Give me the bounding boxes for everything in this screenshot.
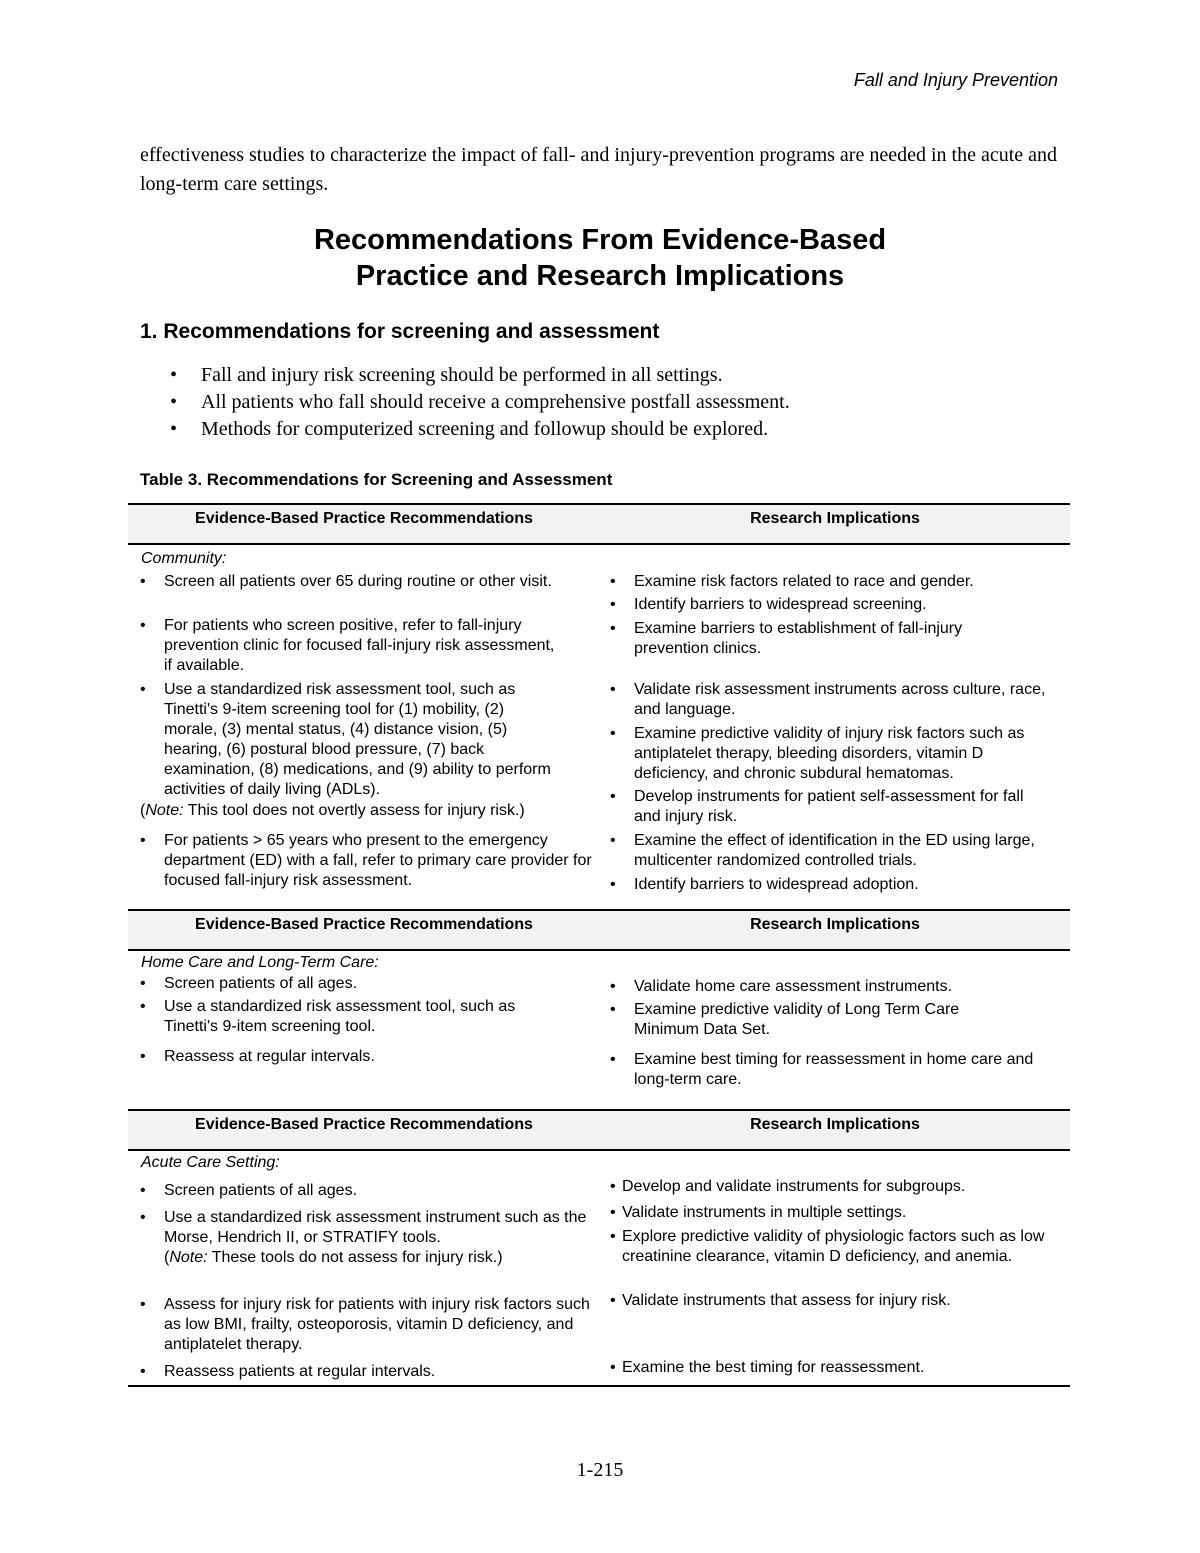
list-item-text: Screen all patients over 65 during routine or other visit. xyxy=(164,573,552,590)
list-item xyxy=(140,1295,590,1355)
recommendations-cell xyxy=(128,951,608,1111)
bullet-icon: • xyxy=(610,832,616,849)
list-item xyxy=(610,787,1050,827)
bullet-icon: • xyxy=(610,978,616,995)
list-item-text: Examine the effect of identification in the ED using large, multicenter randomized controlled trials. xyxy=(634,832,1035,869)
note-label: Note: xyxy=(169,1249,208,1266)
setting-label: Community: xyxy=(141,550,227,567)
column-header-research: Research Implications xyxy=(750,1116,920,1133)
bullet-icon: • xyxy=(610,1178,616,1195)
title-line-1: Recommendations From Evidence-Based xyxy=(313,224,887,256)
list-item xyxy=(610,724,1050,784)
table-section-home-care xyxy=(128,909,1070,1111)
recommendations-cell xyxy=(128,545,608,911)
bullet-icon: • xyxy=(140,617,146,634)
list-item-text: Assess for injury risk for patients with injury risk factors such as low BMI, frailty, osteoporosis, vitamin D deficiency, and antiplatelet therapy. xyxy=(164,1296,590,1353)
bullet-icon: • xyxy=(610,573,616,590)
column-header-research: Research Implications xyxy=(750,916,920,933)
list-item-text: All patients who fall should receive a comprehensive postfall assessment. xyxy=(201,391,790,413)
note-text xyxy=(140,801,600,821)
list-item xyxy=(140,680,558,800)
list-item-text: Fall and injury risk screening should be performed in all settings. xyxy=(201,364,723,386)
list-item-text: Use a standardized risk assessment tool, such as Tinetti's 9-item screening tool. xyxy=(164,998,516,1035)
setting-label: Acute Care Setting: xyxy=(141,1154,280,1171)
bullet-icon: • xyxy=(140,1363,146,1380)
note-body: This tool does not overtly assess for injury risk.) xyxy=(183,802,525,819)
bullet-icon: • xyxy=(170,364,178,386)
list-item-text: Explore predictive validity of physiologic factors such as low creatinine clearance, vitamin D deficiency, and anemia. xyxy=(622,1228,1045,1265)
list-item xyxy=(140,1362,590,1382)
bullet-icon: • xyxy=(610,1228,616,1245)
table-caption: Table 3. Recommendations for Screening and Assessment xyxy=(140,470,613,489)
list-item xyxy=(610,1050,1050,1090)
list-item xyxy=(610,680,1050,720)
list-item xyxy=(140,1047,580,1067)
list-item xyxy=(610,831,1050,871)
list-item-text: Validate instruments in multiple settings. xyxy=(622,1204,907,1221)
list-item-text: Reassess at regular intervals. xyxy=(164,1048,375,1065)
list-item xyxy=(610,572,1040,592)
list-item-text: Examine best timing for reassessment in home care and long-term care. xyxy=(634,1051,1034,1088)
list-item xyxy=(610,1358,1068,1378)
list-item xyxy=(140,974,580,994)
bullet-icon: • xyxy=(140,975,146,992)
section-heading: 1. Recommendations for screening and assessment xyxy=(140,320,660,343)
list-item-text: Develop and validate instruments for subgroups. xyxy=(622,1178,966,1195)
list-item-text: Use a standardized risk assessment tool, such as Tinetti's 9-item screening tool for (1) mobility, (2) morale, (3) mental status, (4) distance vision, (5) hearing, (6) postural blood pressure, (7) back examination, (8) medications, and (9) ability to perform activities of daily living (ADLs). xyxy=(164,681,551,798)
page-number: 1-215 xyxy=(576,1459,624,1481)
column-header-research: Research Implications xyxy=(750,510,920,527)
column-header-recommendations: Evidence-Based Practice Recommendations xyxy=(195,510,533,527)
list-item-text: Screen patients of all ages. xyxy=(164,1182,358,1199)
list-item xyxy=(140,1208,590,1248)
bullet-icon: • xyxy=(610,1051,616,1068)
recommendations-cell xyxy=(128,1151,608,1385)
list-item xyxy=(610,1227,1068,1267)
list-item-text: For patients > 65 years who present to the emergency department (ED) with a fall, refer to primary care provider for focused fall-injury risk assessment. xyxy=(164,832,592,889)
intro-paragraph: effectiveness studies to characterize the impact of fall- and injury-prevention programs are needed in the acute and long-term care settings. xyxy=(140,144,1058,195)
list-item xyxy=(610,875,1050,895)
setting-label: Home Care and Long-Term Care: xyxy=(141,954,379,971)
list-item-text: Validate instruments that assess for injury risk. xyxy=(622,1292,951,1309)
list-item xyxy=(140,416,1070,443)
bullet-icon: • xyxy=(610,620,616,637)
table-section-community xyxy=(128,503,1070,911)
note-body: These tools do not assess for injury risk.) xyxy=(207,1249,503,1266)
list-item-text: Develop instruments for patient self-assessment for fall and injury risk. xyxy=(634,788,1024,825)
note-label: Note: xyxy=(145,802,184,819)
list-item xyxy=(610,1291,1068,1311)
note-text xyxy=(164,1248,594,1268)
table-header-row xyxy=(128,1109,1070,1151)
list-item-text: Examine the best timing for reassessment. xyxy=(622,1359,925,1376)
list-item-text: Examine predictive validity of injury risk factors such as antiplatelet therapy, bleeding disorders, vitamin D deficiency, and chronic subdural hematomas. xyxy=(634,725,1025,782)
bullet-icon: • xyxy=(610,1359,616,1376)
table-header-row xyxy=(128,503,1070,545)
bullet-icon: • xyxy=(140,832,146,849)
list-item-text: Identify barriers to widespread screening. xyxy=(634,596,927,613)
list-item xyxy=(140,616,560,676)
research-cell xyxy=(608,545,1070,911)
list-item-text: Examine barriers to establishment of fall-injury prevention clinics. xyxy=(634,620,963,657)
bullet-icon: • xyxy=(610,1001,616,1018)
bullet-icon: • xyxy=(610,788,616,805)
bullet-icon: • xyxy=(140,1182,146,1199)
note-paren: ( xyxy=(140,802,146,819)
list-item-text: Examine risk factors related to race and gender. xyxy=(634,573,974,590)
list-item xyxy=(140,389,1070,416)
list-item-text: Identify barriers to widespread adoption. xyxy=(634,876,919,893)
list-item-text: Validate risk assessment instruments across culture, race, and language. xyxy=(634,681,1046,718)
bullet-icon: • xyxy=(610,1204,616,1221)
list-item xyxy=(610,1203,1068,1223)
list-item xyxy=(140,1181,590,1201)
bullet-icon: • xyxy=(140,573,146,590)
table-row xyxy=(128,951,1070,1111)
list-item xyxy=(610,1000,1020,1040)
list-item xyxy=(140,831,602,891)
table-section-acute-care xyxy=(128,1109,1070,1387)
list-item xyxy=(140,572,600,592)
list-item-text: Validate home care assessment instruments. xyxy=(634,978,953,995)
running-head: Fall and Injury Prevention xyxy=(853,70,1058,90)
list-item-text: Examine predictive validity of Long Term Care Minimum Data Set. xyxy=(634,1001,960,1038)
bullet-icon: • xyxy=(140,681,146,698)
list-item-text: Methods for computerized screening and followup should be explored. xyxy=(201,418,769,440)
bullet-icon: • xyxy=(170,391,178,413)
bullet-icon: • xyxy=(610,725,616,742)
summary-bullet-list xyxy=(140,362,1070,443)
table-row xyxy=(128,1151,1070,1387)
bullet-icon: • xyxy=(610,1292,616,1309)
research-cell xyxy=(608,951,1070,1111)
bullet-icon: • xyxy=(140,1048,146,1065)
bullet-icon: • xyxy=(610,876,616,893)
list-item xyxy=(610,619,1010,659)
list-item-text: Screen patients of all ages. xyxy=(164,975,358,992)
bullet-icon: • xyxy=(610,681,616,698)
list-item xyxy=(610,1177,1068,1197)
bullet-icon: • xyxy=(140,1296,146,1313)
bullet-icon: • xyxy=(170,418,178,440)
table-header-row xyxy=(128,909,1070,951)
page-title xyxy=(0,222,1200,294)
list-item-text: Use a standardized risk assessment instrument such as the Morse, Hendrich II, or STRATIFY tools. xyxy=(164,1209,587,1246)
note-paren: ( xyxy=(164,1249,170,1266)
list-item xyxy=(610,977,1050,997)
bullet-icon: • xyxy=(140,998,146,1015)
list-item-text: For patients who screen positive, refer to fall-injury prevention clinic for focused fall-injury risk assessment, if available. xyxy=(164,617,555,674)
bullet-icon: • xyxy=(610,596,616,613)
title-line-2: Practice and Research Implications xyxy=(355,260,845,292)
list-item xyxy=(140,997,565,1037)
column-header-recommendations: Evidence-Based Practice Recommendations xyxy=(195,1116,533,1133)
list-item xyxy=(610,595,1040,615)
list-item xyxy=(140,362,1070,389)
column-header-recommendations: Evidence-Based Practice Recommendations xyxy=(195,916,533,933)
bullet-icon: • xyxy=(140,1209,146,1226)
table-row xyxy=(128,545,1070,911)
list-item-text: Reassess patients at regular intervals. xyxy=(164,1363,436,1380)
research-cell xyxy=(608,1151,1070,1385)
